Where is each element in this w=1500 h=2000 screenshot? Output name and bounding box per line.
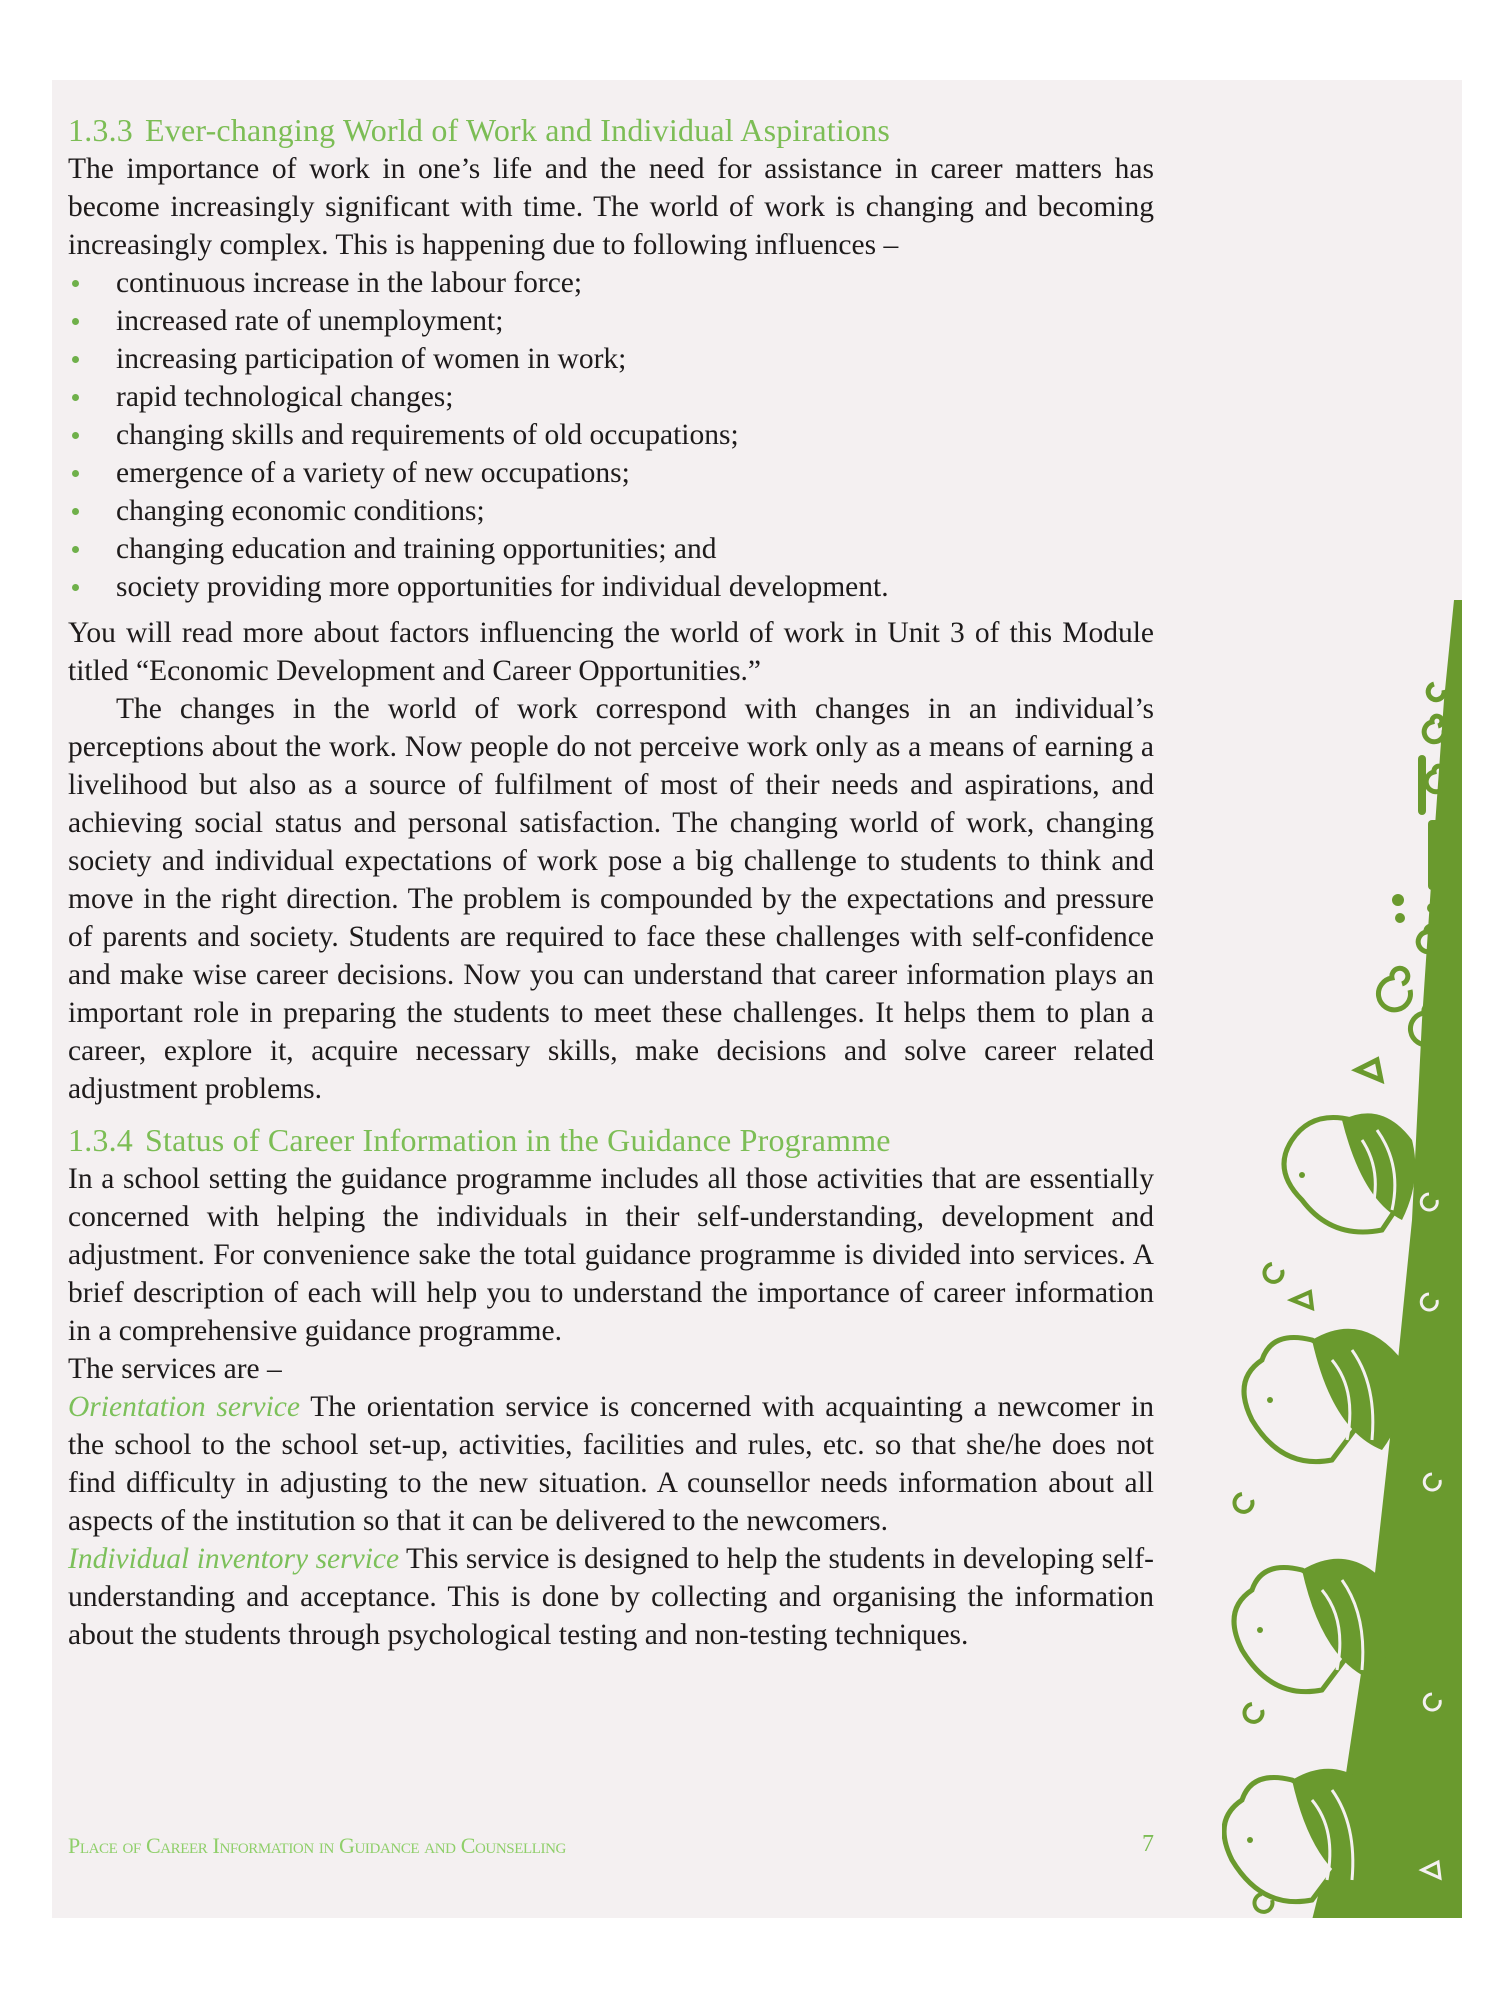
section-number: 1.3.4 (68, 1122, 133, 1158)
list-item: changing economic conditions; (68, 492, 1154, 530)
section-number: 1.3.3 (68, 112, 133, 148)
list-item: increasing participation of women in work; (68, 340, 1154, 378)
book-page (52, 80, 1462, 1918)
service-description: This service is designed to help the students in developing self-understanding and acceptance. This is done by collecting and organising the information about the students through psychological testing and non-testing techniques. (68, 1543, 1154, 1651)
service-name: Orientation service (68, 1391, 300, 1423)
running-title: Place of Career Information in Guidance and Counselling (68, 1833, 566, 1858)
list-item: changing skills and requirements of old occupations; (68, 416, 1154, 454)
paragraph-intro: The importance of work in one’s life and the need for assistance in career matters has become increasingly significant with time. The world of work is changing and becoming increasingly complex. This is happening due to following influences – (68, 153, 1154, 261)
list-item: changing education and training opportunities; and (68, 530, 1154, 568)
service-orientation (68, 1388, 1154, 1540)
influences-list (68, 264, 1154, 606)
bullet-icon (72, 546, 79, 553)
list-item: increased rate of unemployment; (68, 302, 1154, 340)
section-title: Status of Career Information in the Guidance Programme (145, 1122, 891, 1158)
bullet-icon (72, 394, 79, 401)
list-item: emergence of a variety of new occupations; (68, 454, 1154, 492)
bullet-icon (72, 280, 79, 287)
page-footer (68, 1833, 1154, 1863)
bullet-icon (72, 356, 79, 363)
bullet-icon (72, 584, 79, 591)
text-column (68, 110, 1154, 1654)
list-item: continuous increase in the labour force; (68, 264, 1154, 302)
bullet-icon (72, 318, 79, 325)
list-item: rapid technological changes; (68, 378, 1154, 416)
children-faces-border-icon (1222, 600, 1462, 1918)
paragraph-unit3-reference: You will read more about factors influencing the world of work in Unit 3 of this Module titled “Economic Development and Career Opportunities.” (68, 617, 1154, 687)
bullet-icon (72, 432, 79, 439)
service-description: The orientation service is concerned with acquainting a newcomer in the school to the school set-up, activities, facilities and rules, etc. so that she/he does not find difficulty in adjusting to the new situation. A counsellor needs information about all aspects of the institution so that it can be delivered to the newcomers. (68, 1391, 1154, 1537)
page-number: 7 (1142, 1831, 1154, 1857)
list-item: society providing more opportunities for individual development. (68, 568, 1154, 606)
section-heading-1-3-4 (68, 1120, 1154, 1160)
section-title: Ever-changing World of Work and Individual Aspirations (145, 112, 891, 148)
paragraph-changes: The changes in the world of work correspond with changes in an individual’s perceptions about the work. Now people do not perceive work only as a means of earning a livelihood but also as a source of fulfilment of most of their needs and aspirations, and achieving social status and personal satisfaction. The changing world of work, changing society and individual expectations of work pose a big challenge to students to think and move in the right direction. The problem is compounded by the expectations and pressure of parents and society. Students are required to face these challenges with self-confidence and make wise career decisions. Now you can understand that career information plays an important role in preparing the students to meet these challenges. It helps them to plan a career, explore it, acquire necessary skills, make decisions and solve career related adjustment problems. (68, 693, 1154, 1105)
service-individual-inventory (68, 1540, 1154, 1654)
service-name: Individual inventory service (68, 1543, 400, 1575)
bullet-icon (72, 470, 79, 477)
section-heading-1-3-3 (68, 110, 1154, 150)
paragraph-guidance-intro: In a school setting the guidance programme includes all those activities that are essentially concerned with helping the individuals in their self-understanding, development and adjustment. For convenience sake the total guidance programme is divided into services. A brief description of each will help you to understand the importance of career information in a comprehensive guidance programme. The services are – (68, 1163, 1154, 1385)
bullet-icon (72, 508, 79, 515)
